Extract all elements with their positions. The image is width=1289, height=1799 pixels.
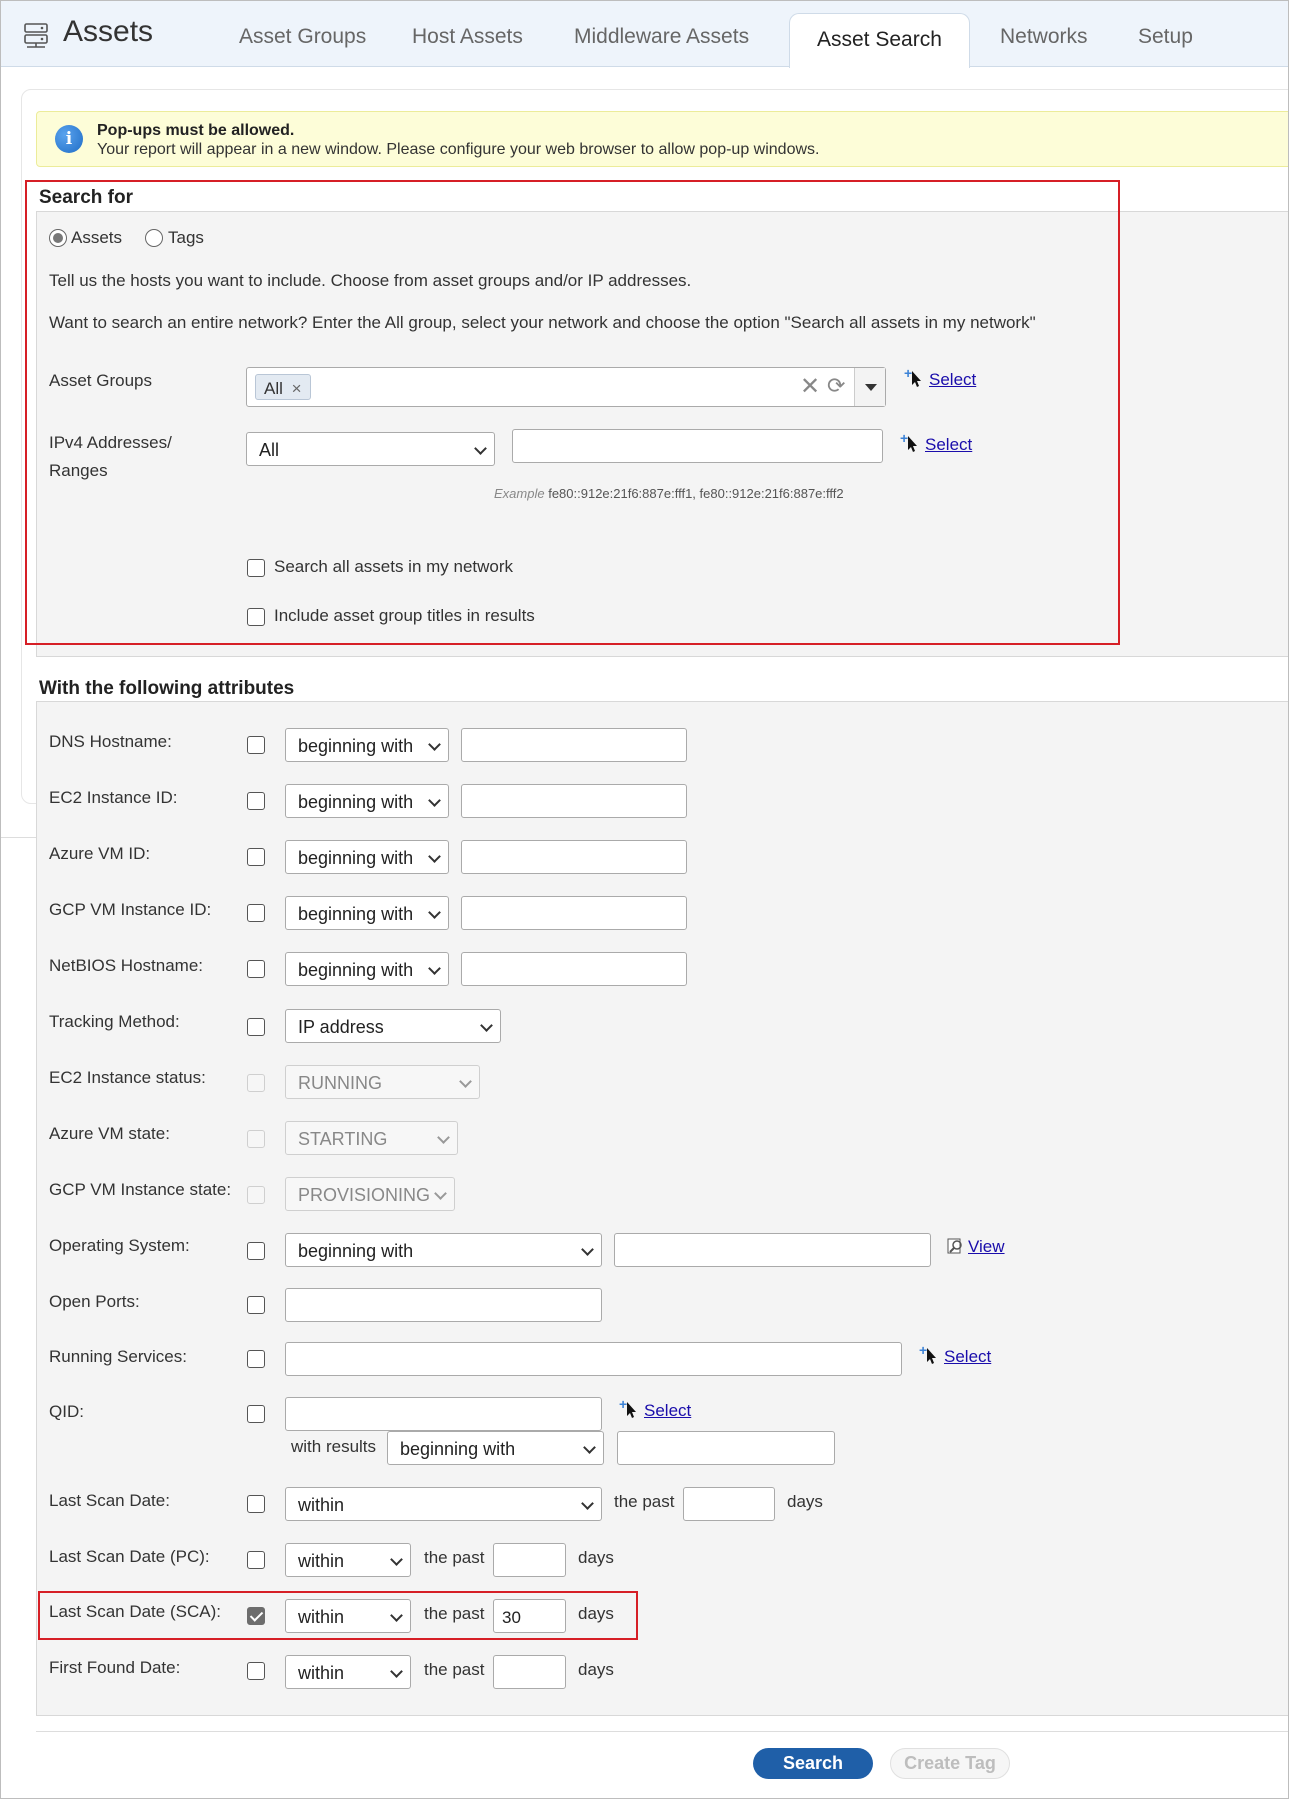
open-ports-input[interactable] xyxy=(285,1288,602,1322)
dns-hostname-input[interactable] xyxy=(461,728,687,762)
gcp-vm-instance-id-operator[interactable] xyxy=(285,896,449,930)
ip-label-line1: IPv4 Addresses/ xyxy=(49,433,172,452)
the-past-label: the past xyxy=(424,1548,485,1567)
the-past-label: the past xyxy=(424,1660,485,1679)
tab-asset-groups[interactable]: Asset Groups xyxy=(239,25,367,48)
days-label: days xyxy=(787,1492,823,1511)
select-cursor-icon: + xyxy=(904,370,926,388)
operator-value: within xyxy=(298,1495,345,1515)
ec2-status-label: EC2 Instance status: xyxy=(49,1068,206,1087)
running-services-checkbox[interactable] xyxy=(247,1350,265,1368)
last-scan-date-checkbox[interactable] xyxy=(247,1495,265,1513)
ec2-instance-id-label: EC2 Instance ID: xyxy=(49,788,178,807)
search-all-label: Search all assets in my network xyxy=(274,557,514,576)
operator-value: beginning with xyxy=(298,960,414,980)
ip-type-value: All xyxy=(259,440,280,460)
azure-state-checkbox xyxy=(247,1130,265,1148)
operator-value: beginning with xyxy=(298,1241,414,1261)
open-ports-checkbox[interactable] xyxy=(247,1296,265,1314)
tab-networks[interactable]: Networks xyxy=(1000,25,1088,48)
banner-text: Your report will appear in a new window. Please configure your web browser to allow pop-up windows. xyxy=(97,141,820,158)
chevron-down-icon xyxy=(390,1665,403,1678)
radio-assets-label: Assets xyxy=(71,228,123,247)
azure-state-value: STARTING xyxy=(298,1129,388,1149)
dns-hostname-label: DNS Hostname: xyxy=(49,732,172,751)
gcp-state-select xyxy=(285,1177,455,1211)
qid-select-link[interactable] xyxy=(619,1396,692,1421)
ec2-instance-id-operator[interactable] xyxy=(285,784,449,818)
tab-middleware-assets[interactable]: Middleware Assets xyxy=(574,25,750,48)
qid-label: QID: xyxy=(49,1402,84,1421)
ec2-instance-id-input[interactable] xyxy=(461,784,687,818)
chevron-down-icon xyxy=(428,850,441,863)
last-scan-pc-label: Last Scan Date (PC): xyxy=(49,1547,210,1566)
days-label: days xyxy=(578,1660,614,1679)
operating-system-label: Operating System: xyxy=(49,1236,190,1255)
divider xyxy=(1,837,36,838)
chevron-down-icon xyxy=(581,1497,594,1510)
tab-asset-search[interactable]: Asset Search xyxy=(789,13,970,68)
select-link[interactable]: Select xyxy=(929,370,977,389)
tracking-method-value: IP address xyxy=(298,1017,384,1037)
sca-row-highlight xyxy=(38,1591,638,1640)
open-ports-label: Open Ports: xyxy=(49,1292,140,1311)
last-scan-days-input[interactable] xyxy=(683,1487,775,1521)
dns-hostname-operator[interactable] xyxy=(285,728,449,762)
view-link[interactable]: View xyxy=(968,1237,1005,1256)
last-scan-pc-days-input[interactable] xyxy=(493,1543,566,1577)
first-found-days-input[interactable] xyxy=(493,1655,566,1689)
operating-system-input[interactable] xyxy=(614,1233,931,1267)
assets-server-icon xyxy=(21,21,51,49)
tab-setup[interactable]: Setup xyxy=(1138,25,1193,48)
operator-value: within xyxy=(298,1607,345,1627)
tab-host-assets[interactable]: Host Assets xyxy=(412,25,523,48)
operating-system-operator[interactable] xyxy=(285,1233,602,1267)
running-services-input[interactable] xyxy=(285,1342,902,1376)
qid-results-input[interactable] xyxy=(617,1431,835,1465)
chevron-down-icon xyxy=(428,738,441,751)
ec2-status-value: RUNNING xyxy=(298,1073,382,1093)
last-scan-date-label: Last Scan Date: xyxy=(49,1491,170,1510)
azure-state-select xyxy=(285,1121,458,1155)
radio-tags-label: Tags xyxy=(168,228,204,247)
days-label: days xyxy=(578,1604,614,1623)
running-services-label: Running Services: xyxy=(49,1347,187,1366)
first-found-date-checkbox[interactable] xyxy=(247,1662,265,1680)
ec2-status-select xyxy=(285,1065,480,1099)
select-link[interactable]: Select xyxy=(644,1401,692,1420)
search-intro-text: Tell us the hosts you want to include. Choose from asset groups and/or IP addresses. xyxy=(49,271,692,290)
footer-bar xyxy=(36,1731,1289,1799)
with-results-label: with results xyxy=(291,1437,377,1456)
running-services-select-link[interactable] xyxy=(919,1342,992,1367)
gcp-state-checkbox xyxy=(247,1186,265,1204)
days-label: days xyxy=(578,1548,614,1567)
azure-vm-id-input[interactable] xyxy=(461,840,687,874)
ec2-instance-id-checkbox[interactable] xyxy=(247,792,265,810)
qid-checkbox[interactable] xyxy=(247,1405,265,1423)
gcp-vm-instance-id-input[interactable] xyxy=(461,896,687,930)
azure-vm-id-checkbox[interactable] xyxy=(247,848,265,866)
chip-label: All xyxy=(264,379,283,398)
app-title: Assets xyxy=(63,15,154,48)
operating-system-checkbox[interactable] xyxy=(247,1242,265,1260)
search-for-highlight xyxy=(25,180,1120,645)
tracking-method-select[interactable] xyxy=(285,1009,501,1043)
chevron-down-icon xyxy=(437,1131,450,1144)
netbios-hostname-label: NetBIOS Hostname: xyxy=(49,956,204,975)
include-titles-label: Include asset group titles in results xyxy=(274,606,535,625)
tracking-method-checkbox[interactable] xyxy=(247,1018,265,1036)
gcp-state-label: GCP VM Instance state: xyxy=(49,1180,232,1199)
operator-value: beginning with xyxy=(298,736,414,756)
chevron-down-icon xyxy=(459,1075,472,1088)
example-prefix: Example xyxy=(494,486,545,501)
gcp-state-value: PROVISIONING xyxy=(298,1185,431,1205)
ec2-status-checkbox xyxy=(247,1074,265,1092)
netbios-hostname-operator[interactable] xyxy=(285,952,449,986)
chevron-down-icon xyxy=(428,906,441,919)
create-tag-button: Create Tag xyxy=(890,1748,1010,1779)
banner-title: Pop-ups must be allowed. xyxy=(97,122,295,139)
gcp-vm-instance-id-checkbox[interactable] xyxy=(247,904,265,922)
operator-value: beginning with xyxy=(298,792,414,812)
refresh-icon[interactable]: ⟳ xyxy=(827,373,846,398)
qid-results-operator[interactable] xyxy=(387,1431,604,1465)
chevron-down-icon xyxy=(480,1019,493,1032)
chip-remove-icon[interactable]: × xyxy=(291,379,302,398)
the-past-label: the past xyxy=(614,1492,675,1511)
netbios-hostname-checkbox[interactable] xyxy=(247,960,265,978)
azure-vm-id-label: Azure VM ID: xyxy=(49,844,151,863)
azure-vm-id-operator[interactable] xyxy=(285,840,449,874)
the-past-label: the past xyxy=(424,1604,485,1623)
qid-input[interactable] xyxy=(285,1397,602,1431)
select-link[interactable]: Select xyxy=(925,435,973,454)
chevron-down-icon xyxy=(428,962,441,975)
operator-value: within xyxy=(298,1551,345,1571)
chevron-down-icon xyxy=(581,1243,594,1256)
top-navigation xyxy=(1,1,1289,67)
azure-state-label: Azure VM state: xyxy=(49,1124,170,1143)
select-cursor-icon: + xyxy=(919,1347,941,1365)
operator-value: beginning with xyxy=(298,904,414,924)
magnifier-icon xyxy=(947,1237,965,1255)
last-scan-pc-checkbox[interactable] xyxy=(247,1551,265,1569)
last-scan-sca-label: Last Scan Date (SCA): xyxy=(49,1602,221,1621)
clear-icon[interactable]: ✕ xyxy=(800,373,821,400)
last-scan-pc-operator[interactable] xyxy=(285,1543,411,1577)
attributes-title: With the following attributes xyxy=(39,678,295,699)
select-cursor-icon: + xyxy=(900,435,922,453)
last-scan-sca-days-input[interactable]: 30 xyxy=(493,1599,566,1633)
gcp-vm-instance-id-label: GCP VM Instance ID: xyxy=(49,900,212,919)
chevron-down-icon xyxy=(428,794,441,807)
first-found-date-label: First Found Date: xyxy=(49,1658,181,1677)
chevron-down-icon xyxy=(583,1441,596,1454)
last-scan-date-operator[interactable] xyxy=(285,1487,602,1521)
select-cursor-icon: + xyxy=(619,1401,641,1419)
dns-hostname-checkbox[interactable] xyxy=(247,736,265,754)
tracking-method-label: Tracking Method: xyxy=(49,1012,180,1031)
example-text: fe80::912e:21f6:887e:fff1, fe80::912e:21f6:887e:fff2 xyxy=(548,486,844,501)
chevron-down-icon xyxy=(390,1553,403,1566)
operator-value: beginning with xyxy=(400,1439,516,1459)
operator-value: beginning with xyxy=(298,848,414,868)
search-for-title: Search for xyxy=(39,187,133,208)
popup-info-banner xyxy=(36,111,1289,167)
asset-groups-label: Asset Groups xyxy=(49,371,152,390)
info-icon: i xyxy=(55,125,83,153)
chevron-down-icon xyxy=(434,1187,447,1200)
search-hint-text: Want to search an entire network? Enter the All group, select your network and choose the option "Search all assets in my network" xyxy=(49,313,1036,332)
os-view-link[interactable] xyxy=(947,1237,1005,1257)
search-button[interactable]: Search xyxy=(753,1748,873,1779)
netbios-hostname-input[interactable] xyxy=(461,952,687,986)
first-found-date-operator[interactable] xyxy=(285,1655,411,1689)
operator-value: within xyxy=(298,1663,345,1683)
ip-label-line2: Ranges xyxy=(49,461,108,480)
select-link[interactable]: Select xyxy=(944,1347,992,1366)
